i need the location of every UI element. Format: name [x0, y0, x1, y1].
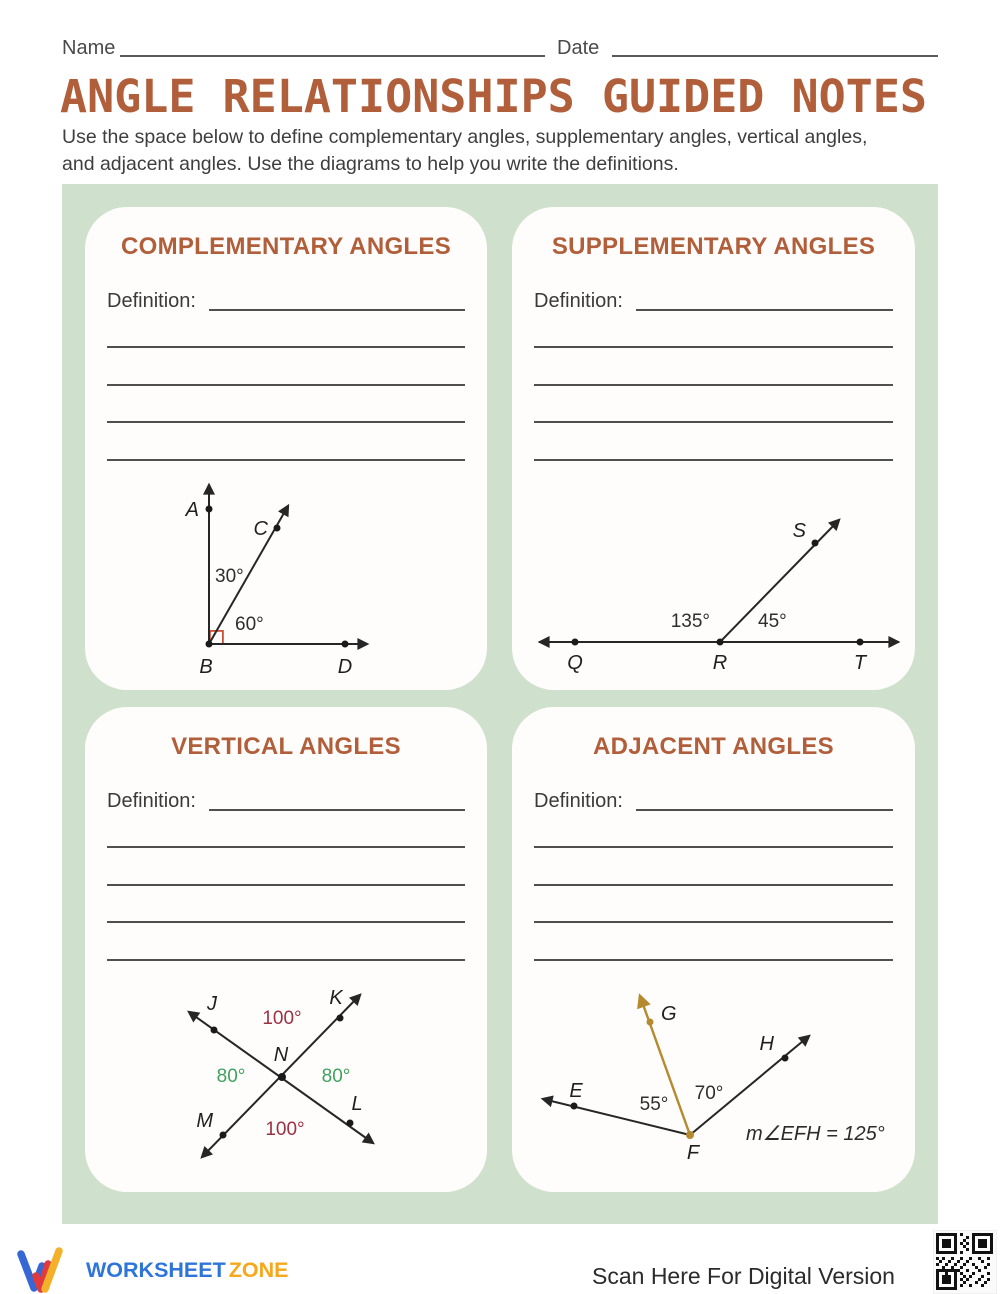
- card-complementary-angles: [85, 207, 487, 690]
- page-title: ANGLE RELATIONSHIPS GUIDED NOTES: [60, 70, 927, 123]
- angle-135-label: 135°: [670, 611, 710, 632]
- point-T-label: T: [853, 652, 867, 674]
- point-L-dot: [347, 1120, 354, 1127]
- instructions-line-2: and adjacent angles. Use the diagrams to help you write the definitions.: [62, 153, 679, 175]
- angle-60-label: 60°: [235, 614, 264, 635]
- scan-here-text: Scan Here For Digital Version: [592, 1263, 895, 1289]
- point-E-dot: [571, 1103, 578, 1110]
- point-C-label: C: [253, 518, 268, 540]
- point-D-dot: [342, 641, 349, 648]
- qr-code: [933, 1230, 997, 1294]
- name-blank-line: [120, 55, 545, 57]
- definition-label: Definition:: [107, 290, 196, 312]
- card-adjacent-angles: [512, 707, 915, 1192]
- point-D-label: D: [337, 656, 353, 678]
- card-title-adjacent: ADJACENT ANGLES: [593, 733, 834, 760]
- angle-bottom-100-label: 100°: [265, 1119, 305, 1140]
- point-M-label: M: [196, 1110, 213, 1132]
- point-R-label: R: [712, 652, 728, 674]
- point-A-label: A: [185, 499, 199, 521]
- date-label: Date: [557, 37, 600, 59]
- point-C-dot: [274, 525, 281, 532]
- point-N-label: N: [273, 1044, 289, 1066]
- point-K-label: K: [329, 987, 343, 1009]
- point-M-dot: [220, 1132, 227, 1139]
- point-A-dot: [206, 506, 213, 513]
- angle-left-80-label: 80°: [216, 1066, 246, 1087]
- point-K-dot: [337, 1015, 344, 1022]
- angle-right-80-label: 80°: [321, 1066, 351, 1087]
- angle-30-label: 30°: [215, 566, 244, 587]
- instructions: [62, 124, 952, 178]
- logo-worksheet-word: WORKSHEET: [86, 1258, 226, 1282]
- point-Q-dot: [572, 639, 579, 646]
- supplementary-angles-diagram: [512, 207, 915, 690]
- card-supplementary-angles: [512, 207, 915, 690]
- worksheet-zone-logo-icon: [14, 1244, 78, 1294]
- angle-top-100-label: 100°: [262, 1008, 302, 1029]
- point-S-label: S: [792, 520, 806, 542]
- card-title-supplementary: SUPPLEMENTARY ANGLES: [551, 233, 876, 260]
- point-J-label: J: [207, 993, 217, 1015]
- point-E-label: E: [569, 1080, 583, 1102]
- card-vertical-angles: [85, 707, 487, 1192]
- point-T-dot: [857, 639, 864, 646]
- point-H-label: H: [759, 1033, 774, 1055]
- card-title-vertical: VERTICAL ANGLES: [171, 733, 401, 760]
- point-B-dot: [206, 641, 213, 648]
- point-G-dot: [647, 1019, 654, 1026]
- definition-label: Definition:: [107, 790, 196, 812]
- point-B-label: B: [199, 656, 213, 678]
- point-J-dot: [211, 1027, 218, 1034]
- point-S-dot: [812, 540, 819, 547]
- name-label: Name: [62, 37, 116, 59]
- angle-70-label: 70°: [694, 1083, 724, 1104]
- complementary-angles-diagram: [85, 207, 487, 690]
- adjacent-angles-diagram: [512, 707, 915, 1192]
- point-Q-label: Q: [567, 652, 583, 674]
- point-N-dot: [278, 1073, 286, 1081]
- point-H-dot: [782, 1055, 789, 1062]
- point-L-label: L: [351, 1093, 363, 1115]
- worksheet-zone-logo-text: [86, 1258, 288, 1283]
- point-G-label: G: [661, 1003, 677, 1025]
- angle-55-label: 55°: [639, 1094, 669, 1115]
- vertical-angles-diagram: [85, 707, 487, 1192]
- point-F-dot: [686, 1131, 694, 1139]
- instructions-line-1: Use the space below to define complementary angles, supplementary angles, vertical angles,: [62, 126, 868, 148]
- angle-45-label: 45°: [758, 611, 787, 632]
- point-F-label: F: [686, 1142, 700, 1164]
- definition-label: Definition:: [534, 290, 623, 312]
- card-title-complementary: COMPLEMENTARY ANGLES: [120, 233, 451, 260]
- definition-label: Definition:: [534, 790, 623, 812]
- measure-note: m∠EFH = 125°: [746, 1123, 885, 1145]
- logo-zone-word: ZONE: [228, 1258, 289, 1282]
- point-R-dot: [717, 639, 724, 646]
- date-blank-line: [612, 55, 938, 57]
